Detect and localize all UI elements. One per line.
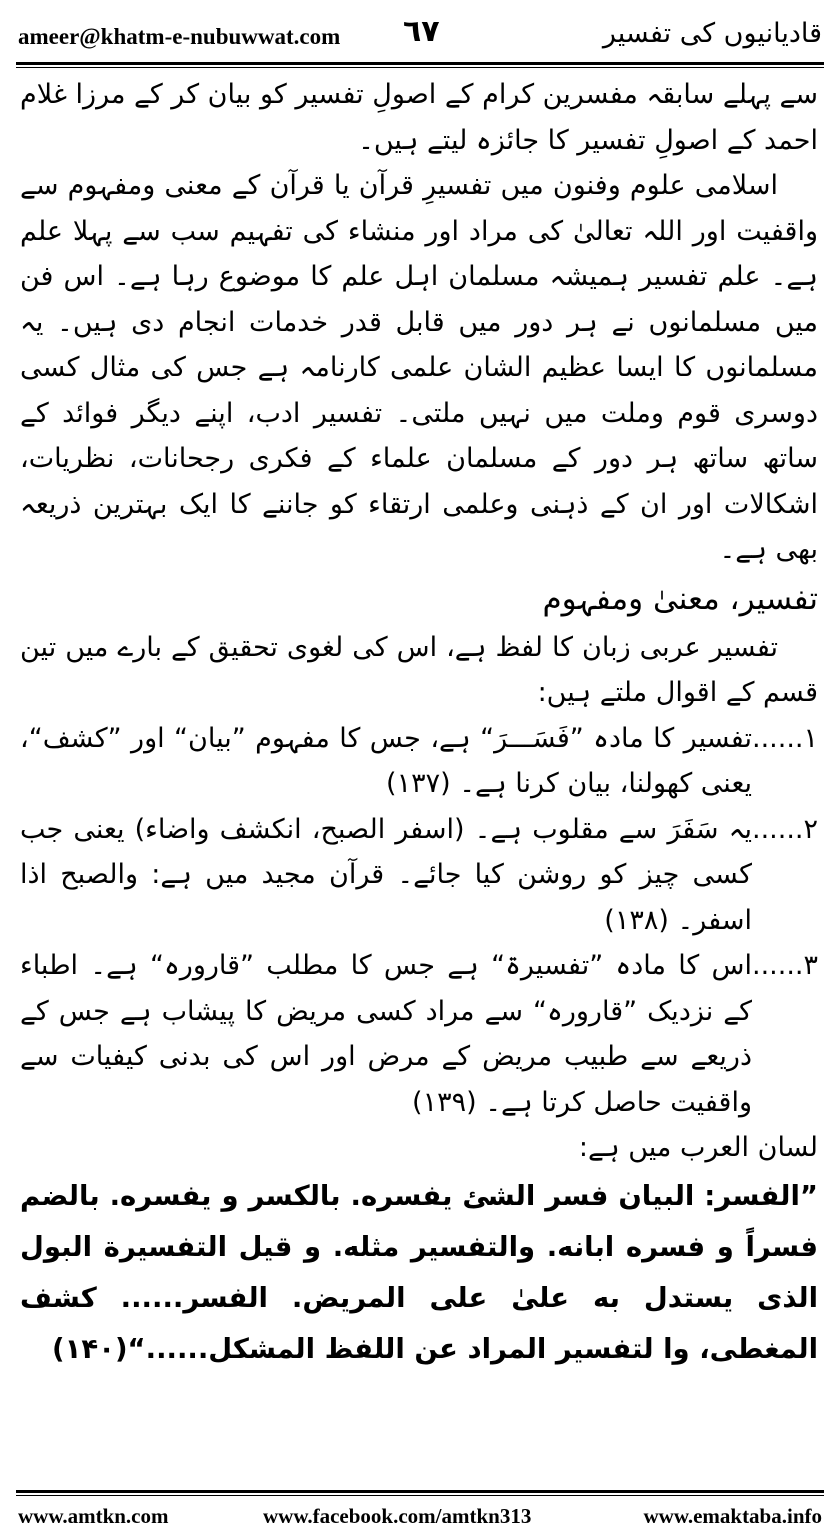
footer-link-amtkn[interactable]: www.amtkn.com: [18, 1504, 169, 1528]
paragraph-continuation: سے پہلے سابقہ مفسرین کرام کے اصولِ تفسیر کو بیان کر کے مرزا غلام احمد کے اصولِ تفسیر کا جائزہ لیتے ہیں۔: [20, 79, 818, 156]
list-item-number: ۱......: [751, 722, 818, 754]
paragraph-islamic-sciences: اسلامی علوم وفنون میں تفسیرِ قرآن یا قرآن کے معنی ومفہوم سے واقفیت اور اللہ تعالیٰ کی مراد اور منشاء کی تفہیم سب سے پہلا علم ہے۔ علم تفسیر ہمیشہ مسلمان اہل علم کا موضوع رہا ہے۔ اس فن میں مسلمانوں نے ہر دور میں قابل قدر خدمات انجام دی ہیں۔ یہ مسلمانوں کا ایسا عظیم الشان علمی کارنامہ ہے جس کی مثال کسی دوسری قوم وملت میں نہیں ملتی۔ تفسیر ادب، اپنے دیگر فوائد کے ساتھ ساتھ ہر دور کے مسلمان علماء کے فکری رجحانات، نظریات، اشکالات اور ان کے ذہنی وعلمی ارتقاء کو جاننے کا ایک بہترین ذریعہ بھی ہے۔: [20, 170, 818, 565]
page-header: [18, 14, 822, 60]
header-rule-thin: [16, 67, 824, 68]
page-body: [20, 72, 818, 1375]
book-title: قادیانیوں کی تفسیر: [602, 18, 822, 49]
footer-rule-thin: [16, 1495, 824, 1496]
footer-rule: [16, 1490, 824, 1493]
footer-link-facebook[interactable]: www.facebook.com/amtkn313: [263, 1504, 532, 1528]
list-item-number: ۲......: [751, 813, 818, 845]
section-heading: تفسیر، معنیٰ ومفہوم: [542, 580, 818, 617]
list-item-text: یہ سَفَرَ سے مقلوب ہے۔ (اسفر الصبح، انکشف واضاء) یعنی جب کسی چیز کو روشن کیا جائے۔ قرآن مجید میں ہے: والصبح اذا اسفر۔ (۱۳۸): [20, 813, 752, 936]
header-email: ameer@khatm-e-nubuwwat.com: [18, 24, 341, 49]
list-item-text: اس کا مادہ ”تفسیرۃ“ ہے جس کا مطلب ”قارورہ“ ہے۔ اطباء کے نزدیک ”قارورہ“ سے مراد کسی مریض کا پیشاب ہے جس کے ذریعے سے طبیب مریض کے مرض اور اس کی بدنی کیفیات سے واقفیت حاصل کرتا ہے۔ (۱۳۹): [20, 950, 752, 1118]
arabic-quotation: ”الفسر: البيان فسر الشئ يفسره. بالكسر و يفسره. بالضم فسراً و فسره ابانه. والتفسير مثله. و قيل التفسيرة البول الذى يستدل به علىٰ على المريض. الفسر...... كشف المغطى، وا لتفسير المراد عن اللفظ المشكل......“(۱۴۰): [20, 1179, 818, 1365]
list-item-text: تفسیر کا مادہ ”فَسَـــرَ“ ہے، جس کا مفہوم ”بیان“ اور ”کشف“، یعنی کھولنا، بیان کرنا ہے۔ (۱۳۷): [20, 722, 752, 799]
footer-link-emaktaba[interactable]: www.emaktaba.info: [643, 1504, 822, 1528]
lisan-al-arab-intro: لسان العرب میں ہے:: [578, 1132, 818, 1163]
list-item-number: ۳......: [751, 950, 818, 981]
list-item: [20, 943, 818, 1125]
header-rule: [16, 62, 824, 65]
list-item: [20, 807, 818, 944]
page-footer: [18, 1504, 822, 1534]
paragraph-intro: تفسیر عربی زبان کا لفظ ہے، اس کی لغوی تحقیق کے بارے میں تین قسم کے اقوال ملتے ہیں:: [20, 631, 818, 708]
page-number: ٦٧: [403, 14, 440, 49]
list-item: [20, 716, 818, 807]
